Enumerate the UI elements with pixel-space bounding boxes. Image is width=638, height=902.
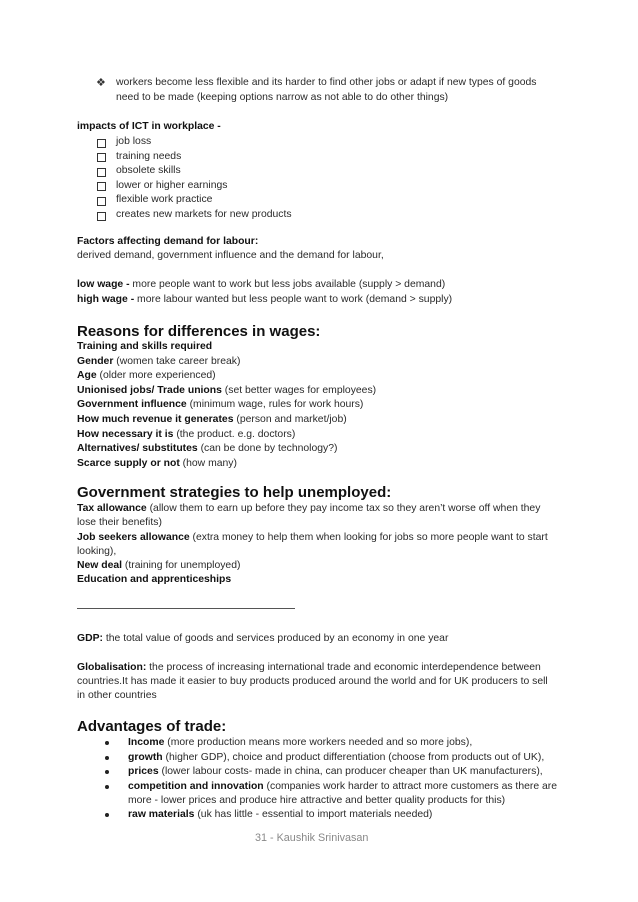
reason-item xyxy=(77,428,295,443)
reason-item xyxy=(77,384,376,399)
reason-label: Scarce supply or not xyxy=(77,457,180,469)
reason-label: Age xyxy=(77,370,97,382)
checkbox-icon xyxy=(97,182,106,191)
ict-item: creates new markets for new products xyxy=(116,209,292,220)
bullet-dot-icon xyxy=(105,813,109,817)
trade-item-prices xyxy=(128,765,543,780)
ict-item: obsolete skills xyxy=(116,165,181,177)
ict-item: training needs xyxy=(116,150,182,162)
section-divider xyxy=(77,608,295,609)
competition-label: competition and innovation xyxy=(128,781,264,792)
reason-text: (the product. e.g. doctors) xyxy=(173,428,296,440)
reason-label: Gender xyxy=(77,355,114,367)
trade-item-competition xyxy=(128,780,557,795)
checkbox-icon xyxy=(97,153,106,162)
new-deal-label: New deal xyxy=(77,560,123,571)
bullet-dot-icon xyxy=(105,770,109,774)
new-deal-text: (training for unemployed) xyxy=(122,560,241,571)
reason-label: Government influence xyxy=(77,399,187,411)
tax-allowance-label: Tax allowance xyxy=(77,503,147,514)
checkbox-icon xyxy=(97,212,106,221)
reason-item xyxy=(77,340,212,355)
income-text: (more production means more workers needed and so more jobs), xyxy=(164,737,473,748)
competition-text-cont: more - lower prices and produce hire attractive and better quality products for this) xyxy=(128,795,506,806)
reason-text: (person and market/job) xyxy=(233,414,347,425)
low-wage-label: low wage - xyxy=(77,279,130,290)
bullet-dot-icon xyxy=(105,756,109,760)
reason-label: Unionised jobs/ Trade unions xyxy=(77,384,222,396)
demand-text: derived demand, government influence and the demand for labour, xyxy=(77,250,384,261)
growth-label: growth xyxy=(128,752,163,763)
page-footer: 31 - Kaushik Srinivasan xyxy=(255,832,369,844)
reason-item xyxy=(77,398,363,413)
new-deal-line xyxy=(77,559,240,574)
raw-materials-text: (uk has little - essential to import materials needed) xyxy=(194,809,433,820)
high-wage-text: more labour wanted but less people want to work (demand > supply) xyxy=(134,294,453,305)
reason-label: Training and skills required xyxy=(77,341,213,352)
job-seekers-line xyxy=(77,531,548,546)
reason-item xyxy=(77,413,347,428)
job-seekers-label: Job seekers allowance xyxy=(77,532,190,543)
bullet-dot-icon xyxy=(105,741,109,745)
gdp-line xyxy=(77,632,448,647)
trade-item-raw-materials xyxy=(128,808,432,823)
gdp-text: the total value of goods and services produced by an economy in one year xyxy=(102,633,449,644)
globalisation-text-cont: countries.It has made it easier to buy products produced around the world and for UK producers to sell xyxy=(77,676,548,687)
globalisation-text: the process of increasing international trade and economic interdependence between xyxy=(146,662,541,673)
income-label: Income xyxy=(128,737,165,748)
globalisation-line xyxy=(77,661,541,676)
bullet-text-line: need to be made (keeping options narrow as not able to do other things) xyxy=(116,92,449,103)
raw-materials-label: raw materials xyxy=(128,809,195,820)
reasons-heading: Reasons for differences in wages: xyxy=(77,323,321,340)
reason-text: (women take career break) xyxy=(113,355,241,367)
reason-text: (set better wages for employees) xyxy=(221,384,377,396)
demand-heading: Factors affecting demand for labour: xyxy=(77,236,259,247)
checkbox-icon xyxy=(97,139,106,148)
reason-label: Alternatives/ substitutes xyxy=(77,443,198,455)
tax-allowance-text-cont: lose their benefits) xyxy=(77,517,162,528)
ict-item: flexible work practice xyxy=(116,194,213,206)
job-seekers-text-cont: looking), xyxy=(77,546,117,557)
trade-item-growth xyxy=(128,751,544,766)
reason-item xyxy=(77,442,337,457)
bullet-dot-icon xyxy=(105,785,109,789)
gdp-label: GDP: xyxy=(77,633,103,644)
job-seekers-text: (extra money to help them when looking for jobs so more people want to start xyxy=(189,532,548,543)
trade-heading: Advantages of trade: xyxy=(77,718,227,735)
government-heading: Government strategies to help unemployed: xyxy=(77,484,392,501)
high-wage-label: high wage - xyxy=(77,294,135,305)
reason-item xyxy=(77,457,237,472)
competition-text: (companies work harder to attract more customers as there are xyxy=(263,781,558,792)
prices-label: prices xyxy=(128,766,159,777)
reason-label: How much revenue it generates xyxy=(77,414,234,425)
ict-heading: impacts of ICT in workplace - xyxy=(77,121,221,132)
ict-item: lower or higher earnings xyxy=(116,179,228,191)
low-wage-line xyxy=(77,278,445,293)
reason-text: (how many) xyxy=(179,457,237,469)
reason-text: (older more experienced) xyxy=(96,370,216,382)
globalisation-text-cont: in other countries xyxy=(77,690,157,701)
diamond-bullet-icon: ❖ xyxy=(96,77,106,89)
globalisation-label: Globalisation: xyxy=(77,662,147,673)
ict-item: job loss xyxy=(116,136,152,147)
reason-item xyxy=(77,355,240,370)
reason-text: (can be done by technology?) xyxy=(197,443,338,455)
reason-text: (minimum wage, rules for work hours) xyxy=(186,399,364,411)
growth-text: (higher GDP), choice and product differentiation (choose from products out of UK), xyxy=(162,752,545,763)
reason-item xyxy=(77,369,216,384)
checkbox-icon xyxy=(97,168,106,177)
bullet-text-line: workers become less flexible and its harder to find other jobs or adapt if new types of goods xyxy=(116,77,537,88)
prices-text: (lower labour costs- made in china, can producer cheaper than UK manufacturers), xyxy=(158,766,543,777)
education-label: Education and apprenticeships xyxy=(77,574,232,585)
tax-allowance-line xyxy=(77,502,540,517)
high-wage-line xyxy=(77,293,452,308)
reason-label: How necessary it is xyxy=(77,428,174,440)
trade-item-income xyxy=(128,736,472,751)
low-wage-text: more people want to work but less jobs available (supply > demand) xyxy=(129,279,446,290)
tax-allowance-text: (allow them to earn up before they pay income tax so they aren’t worse off when they xyxy=(146,503,541,514)
checkbox-icon xyxy=(97,197,106,206)
